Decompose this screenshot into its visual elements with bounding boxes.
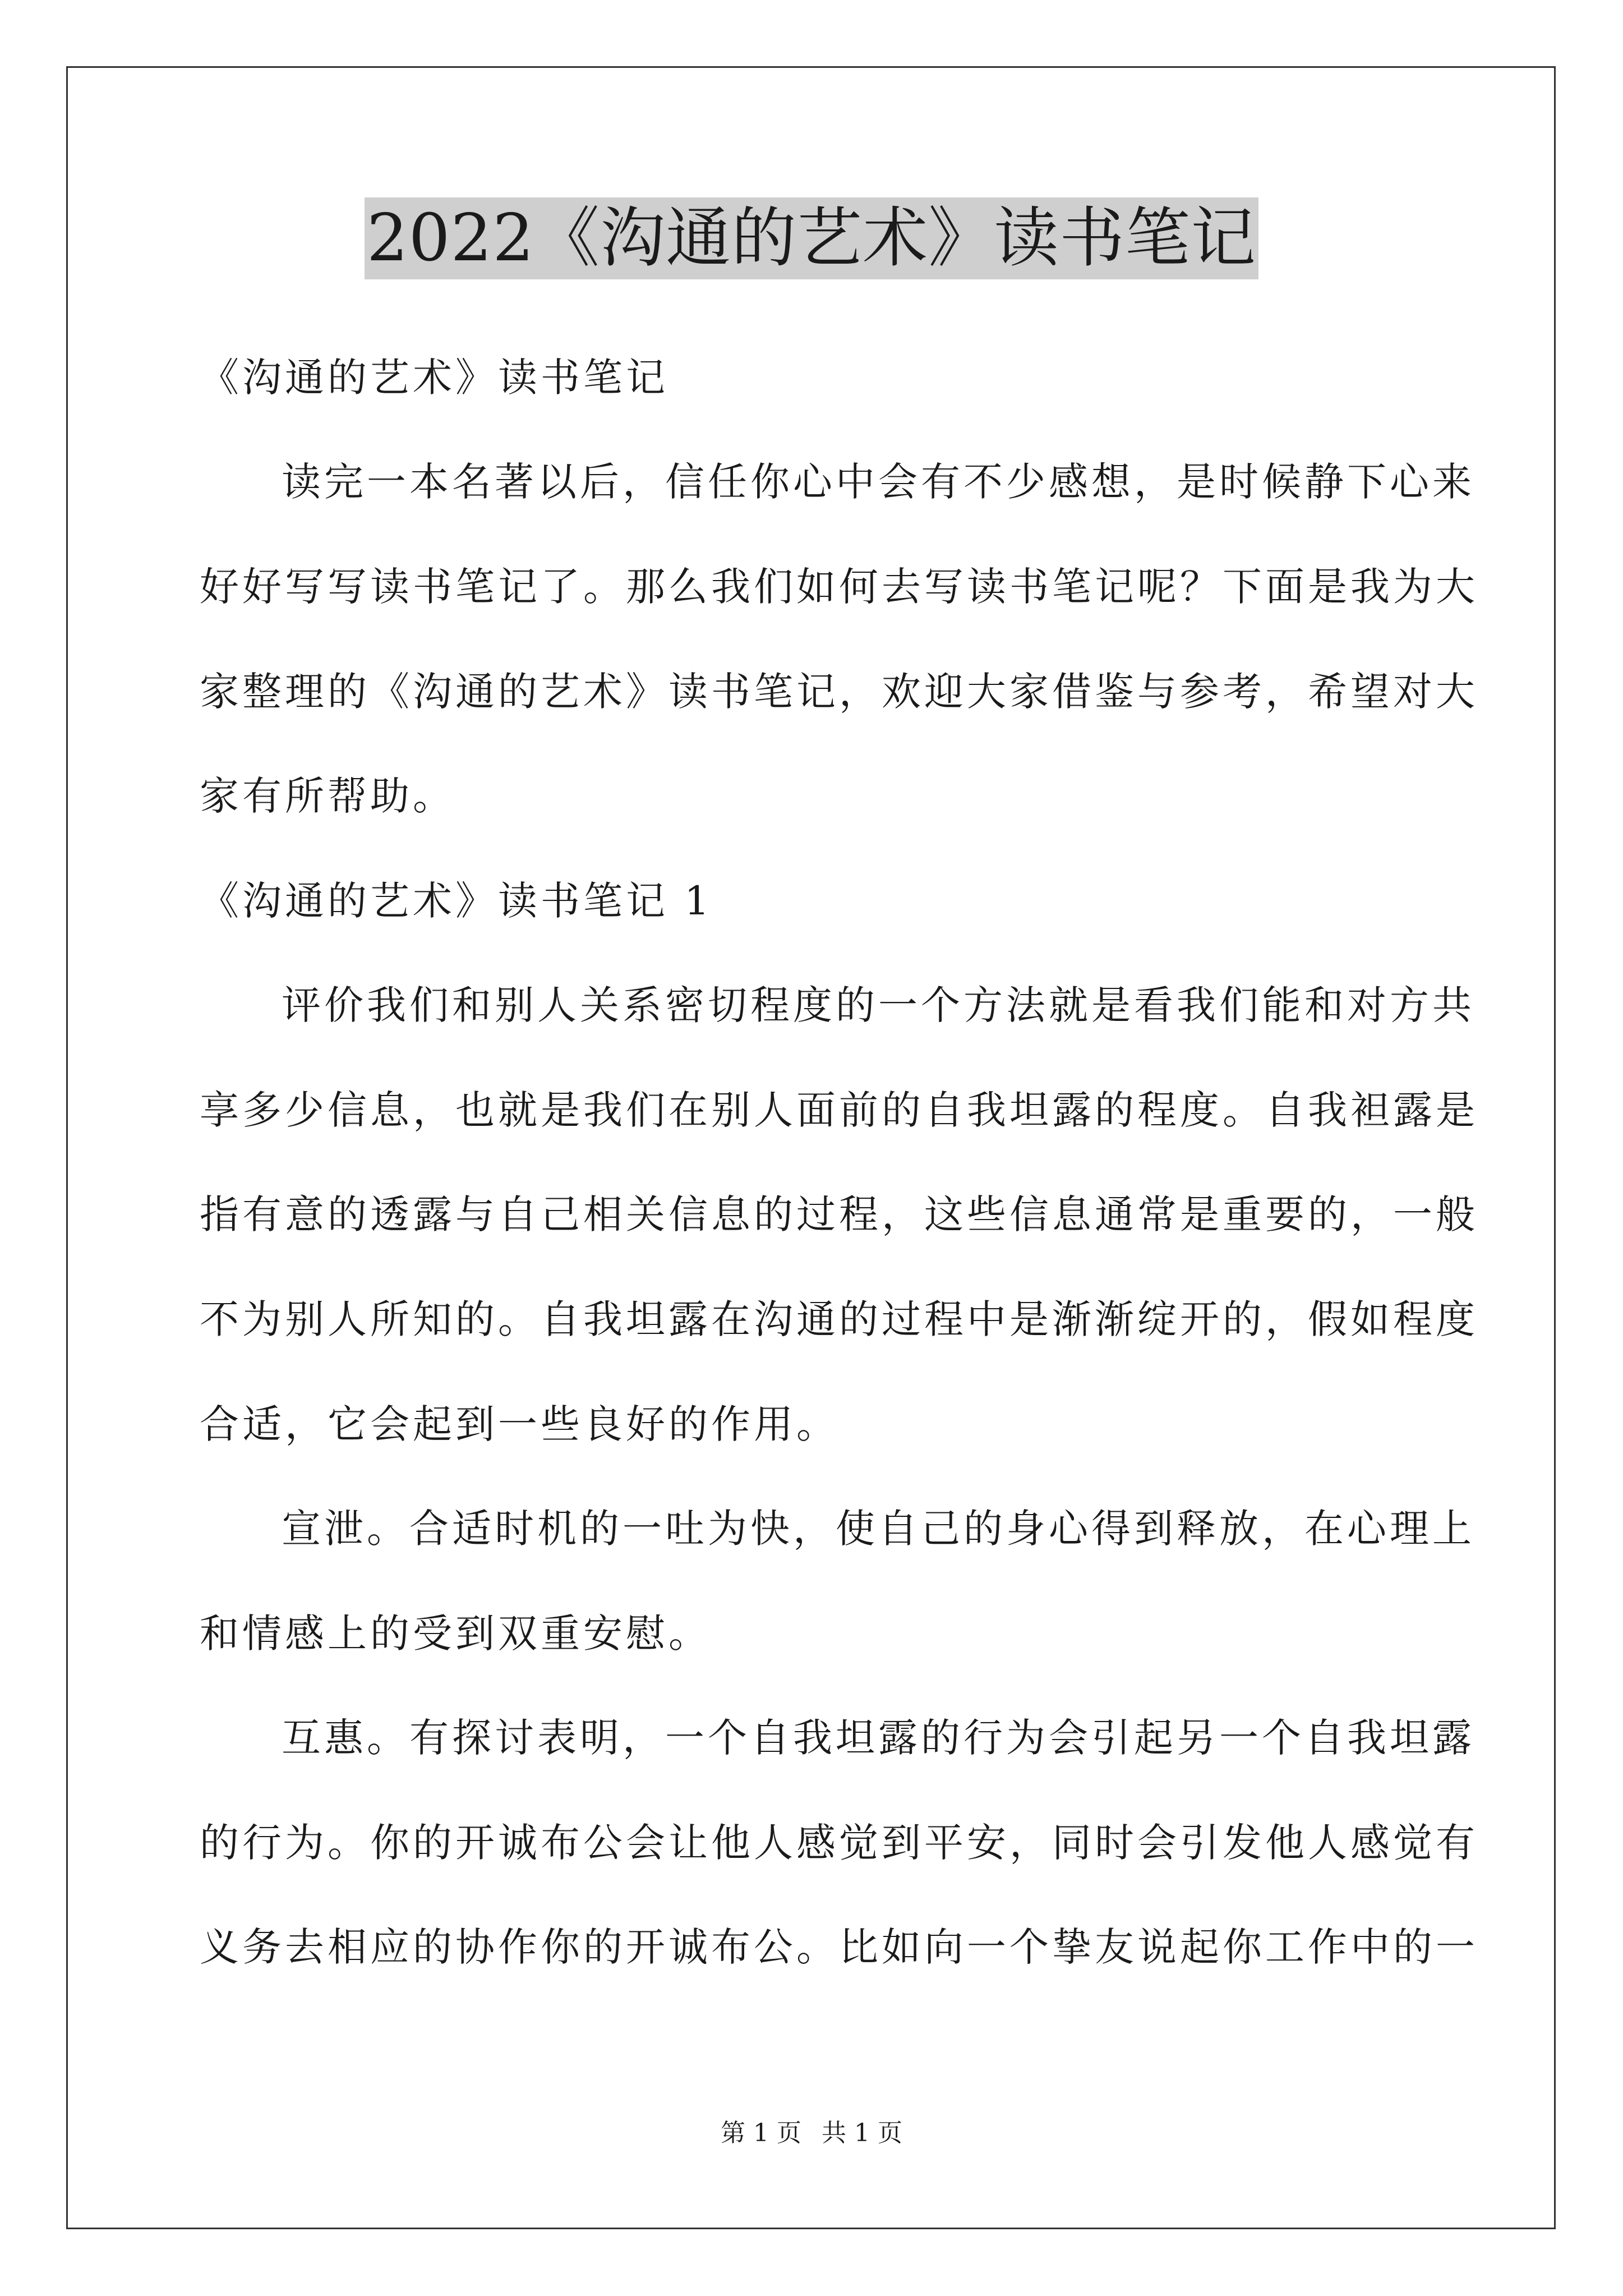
paragraph-line: 互惠。有探讨表明，一个自我坦露的行为会引起另一个自我坦露 bbox=[282, 1715, 1475, 1761]
paragraph-line: 家有所帮助。 bbox=[200, 773, 455, 819]
page-number: 第 1 页 bbox=[721, 2119, 801, 2147]
page-footer bbox=[0, 2116, 1623, 2150]
section-heading: 《沟通的艺术》读书笔记 1 bbox=[200, 878, 713, 924]
page-total: 共 1 页 bbox=[822, 2119, 902, 2147]
paragraph-line: 和情感上的受到双重安慰。 bbox=[200, 1611, 711, 1657]
paragraph-line: 义务去相应的协作你的开诚布公。比如向一个挚友说起你工作中的一 bbox=[200, 1924, 1478, 1970]
document-title: 2022《沟通的艺术》读书笔记 bbox=[365, 197, 1258, 279]
subtitle-line: 《沟通的艺术》读书笔记 bbox=[200, 355, 668, 401]
paragraph-line: 家整理的《沟通的艺术》读书笔记，欢迎大家借鉴与参考，希望对大 bbox=[200, 669, 1478, 715]
paragraph-line: 指有意的透露与自己相关信息的过程，这些信息通常是重要的，一般 bbox=[200, 1191, 1478, 1237]
paragraph-line: 宣泄。合适时机的一吐为快，使自己的身心得到释放，在心理上 bbox=[282, 1506, 1475, 1552]
paragraph-line: 享多少信息，也就是我们在别人面前的自我坦露的程度。自我袒露是 bbox=[200, 1087, 1478, 1133]
paragraph-line: 读完一本名著以后，信任你心中会有不少感想，是时候静下心来 bbox=[282, 459, 1475, 505]
paragraph-line: 好好写写读书笔记了。那么我们如何去写读书笔记呢？下面是我为大 bbox=[200, 564, 1478, 610]
paragraph-line: 的行为。你的开诚布公会让他人感觉到平安，同时会引发他人感觉有 bbox=[200, 1820, 1478, 1866]
paragraph-line: 合适，它会起到一些良好的作用。 bbox=[200, 1401, 839, 1447]
paragraph-line: 不为别人所知的。自我坦露在沟通的过程中是渐渐绽开的，假如程度 bbox=[200, 1296, 1478, 1342]
paragraph-line: 评价我们和别人关系密切程度的一个方法就是看我们能和对方共 bbox=[282, 982, 1475, 1028]
title-container bbox=[0, 197, 1623, 279]
